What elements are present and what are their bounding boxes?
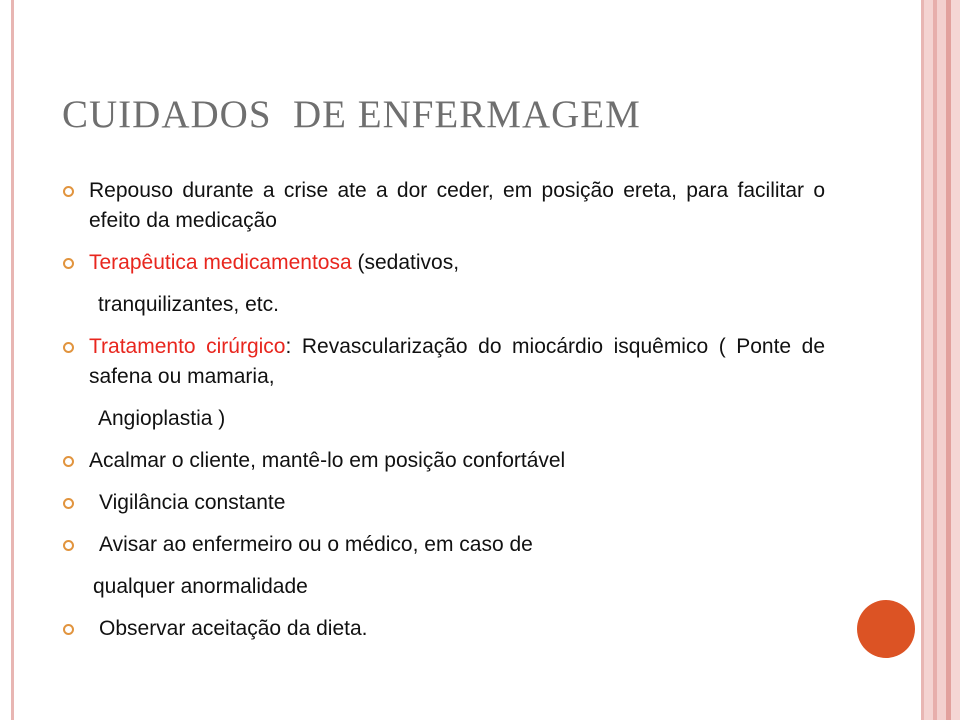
list-item	[63, 614, 825, 644]
item-highlight: Tratamento cirúrgico	[89, 335, 286, 358]
list-item	[63, 176, 825, 236]
list-item	[63, 290, 825, 320]
list-item	[63, 332, 825, 392]
frame-left-border	[11, 0, 14, 720]
list-item	[63, 572, 825, 602]
list-item	[63, 248, 825, 278]
list-item	[63, 404, 825, 434]
bullet-list	[63, 176, 825, 644]
decorative-stripes	[924, 0, 960, 720]
item-text: Repouso durante a crise ate a dor ceder, em posição ereta, para facilitar o efeito da medicação	[89, 179, 825, 232]
item-highlight: Terapêutica medicamentosa	[89, 251, 352, 274]
item-text: tranquilizantes, etc.	[98, 293, 279, 316]
item-text: Avisar ao enfermeiro ou o médico, em caso de	[99, 533, 533, 556]
slide-title: CUIDADOS DE ENFERMAGEM	[62, 93, 641, 136]
list-item	[63, 446, 825, 476]
item-text: (sedativos,	[351, 251, 460, 274]
item-text: : Revascularização do miocárdio isquêmico ( Ponte de safena ou mamaria,	[89, 335, 825, 388]
item-text: Vigilância constante	[99, 491, 286, 514]
item-text: Acalmar o cliente, mantê-lo em posição confortável	[89, 449, 566, 472]
item-text: qualquer anormalidade	[93, 575, 308, 598]
accent-circle	[857, 600, 915, 658]
list-item	[63, 530, 825, 560]
item-text: Observar aceitação da dieta.	[99, 617, 368, 640]
list-item	[63, 488, 825, 518]
item-text: Angioplastia )	[98, 407, 226, 430]
